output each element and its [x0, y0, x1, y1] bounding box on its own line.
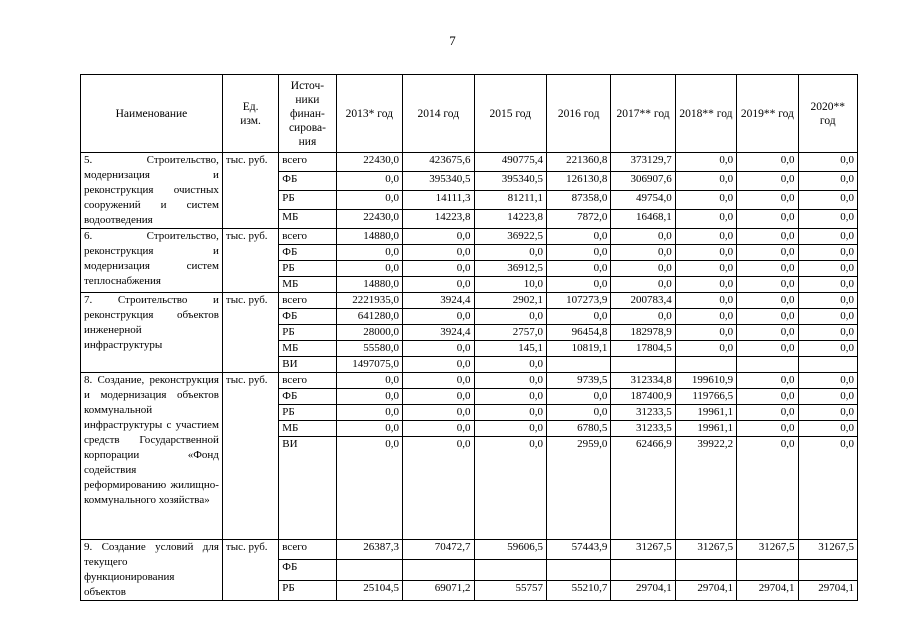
value-cell — [611, 560, 675, 580]
value-cell: 2902,1 — [474, 293, 546, 309]
value-cell: 0,0 — [403, 373, 474, 389]
value-cell: 0,0 — [403, 357, 474, 373]
header-year: 2018** год — [675, 75, 736, 153]
value-cell — [675, 560, 736, 580]
value-cell — [798, 357, 857, 373]
value-cell: 2221935,0 — [336, 293, 402, 309]
value-cell: 0,0 — [675, 153, 736, 172]
value-cell: 0,0 — [737, 437, 798, 540]
value-cell: 28000,0 — [336, 325, 402, 341]
funding-source: МБ — [279, 277, 336, 293]
value-cell: 187400,9 — [611, 389, 675, 405]
value-cell: 490775,4 — [474, 153, 546, 172]
value-cell: 69071,2 — [403, 580, 474, 600]
value-cell: 0,0 — [675, 309, 736, 325]
value-cell: 22430,0 — [336, 210, 402, 229]
funding-source: всего — [279, 229, 336, 245]
value-cell: 0,0 — [798, 277, 857, 293]
value-cell: 0,0 — [798, 229, 857, 245]
value-cell: 0,0 — [798, 172, 857, 191]
value-cell: 10819,1 — [546, 341, 610, 357]
value-cell: 0,0 — [474, 405, 546, 421]
value-cell: 0,0 — [737, 325, 798, 341]
item-name: 7. Строительство и реконструкция объектов инженерной инфраструктуры — [81, 293, 223, 373]
value-cell: 0,0 — [611, 245, 675, 261]
item-name: 6. Строительство, реконструкция и модернизация систем теплоснабжения — [81, 229, 223, 293]
page-number: 7 — [449, 33, 456, 48]
value-cell: 14111,3 — [403, 191, 474, 210]
value-cell: 0,0 — [675, 341, 736, 357]
value-cell: 0,0 — [546, 309, 610, 325]
value-cell: 0,0 — [546, 389, 610, 405]
value-cell: 0,0 — [798, 373, 857, 389]
header-year: 2019** год — [737, 75, 798, 153]
value-cell: 306907,6 — [611, 172, 675, 191]
value-cell: 0,0 — [675, 245, 736, 261]
value-cell: 0,0 — [546, 261, 610, 277]
value-cell: 0,0 — [675, 191, 736, 210]
value-cell: 0,0 — [474, 373, 546, 389]
value-cell: 57443,9 — [546, 540, 610, 560]
funding-source: всего — [279, 153, 336, 172]
value-cell: 0,0 — [798, 191, 857, 210]
value-cell: 0,0 — [474, 245, 546, 261]
value-cell: 3924,4 — [403, 325, 474, 341]
value-cell: 55580,0 — [336, 341, 402, 357]
header-row — [81, 75, 858, 153]
value-cell: 0,0 — [611, 229, 675, 245]
value-cell — [336, 560, 402, 580]
value-cell: 29704,1 — [737, 580, 798, 600]
value-cell: 0,0 — [737, 261, 798, 277]
value-cell: 29704,1 — [675, 580, 736, 600]
value-cell: 423675,6 — [403, 153, 474, 172]
value-cell: 0,0 — [798, 245, 857, 261]
value-cell: 312334,8 — [611, 373, 675, 389]
value-cell: 0,0 — [611, 309, 675, 325]
value-cell: 0,0 — [403, 341, 474, 357]
value-cell: 14223,8 — [474, 210, 546, 229]
value-cell: 29704,1 — [798, 580, 857, 600]
value-cell: 0,0 — [675, 277, 736, 293]
value-cell: 0,0 — [336, 405, 402, 421]
value-cell: 0,0 — [403, 421, 474, 437]
value-cell: 96454,8 — [546, 325, 610, 341]
item-unit: тыс. руб. — [222, 229, 278, 293]
value-cell: 19961,1 — [675, 405, 736, 421]
value-cell: 199610,9 — [675, 373, 736, 389]
value-cell — [798, 560, 857, 580]
value-cell: 0,0 — [737, 389, 798, 405]
value-cell — [737, 357, 798, 373]
value-cell: 29704,1 — [611, 580, 675, 600]
value-cell: 0,0 — [798, 293, 857, 309]
value-cell: 36912,5 — [474, 261, 546, 277]
value-cell: 0,0 — [474, 309, 546, 325]
value-cell: 31233,5 — [611, 421, 675, 437]
value-cell: 19961,1 — [675, 421, 736, 437]
funding-source: ВИ — [279, 437, 336, 540]
value-cell: 0,0 — [798, 261, 857, 277]
value-cell: 0,0 — [798, 325, 857, 341]
value-cell: 0,0 — [737, 172, 798, 191]
value-cell: 81211,1 — [474, 191, 546, 210]
value-cell: 0,0 — [737, 373, 798, 389]
value-cell: 0,0 — [336, 191, 402, 210]
funding-source: всего — [279, 373, 336, 389]
value-cell: 0,0 — [737, 245, 798, 261]
funding-source: РБ — [279, 261, 336, 277]
funding-source: МБ — [279, 210, 336, 229]
header-source: Источ- ники финан- сирова- ния — [279, 75, 336, 153]
value-cell: 0,0 — [737, 405, 798, 421]
value-cell: 0,0 — [474, 357, 546, 373]
value-cell: 0,0 — [403, 261, 474, 277]
value-cell: 395340,5 — [474, 172, 546, 191]
header-year: 2013* год — [336, 75, 402, 153]
value-cell: 59606,5 — [474, 540, 546, 560]
value-cell — [611, 357, 675, 373]
funding-source: МБ — [279, 341, 336, 357]
value-cell: 0,0 — [403, 229, 474, 245]
value-cell: 26387,3 — [336, 540, 402, 560]
value-cell: 395340,5 — [403, 172, 474, 191]
value-cell: 0,0 — [336, 245, 402, 261]
header-year: 2017** год — [611, 75, 675, 153]
value-cell: 1497075,0 — [336, 357, 402, 373]
value-cell: 31233,5 — [611, 405, 675, 421]
value-cell: 0,0 — [798, 405, 857, 421]
value-cell: 107273,9 — [546, 293, 610, 309]
table-row — [81, 540, 858, 560]
value-cell: 0,0 — [737, 153, 798, 172]
value-cell: 14880,0 — [336, 229, 402, 245]
table-body — [81, 153, 858, 601]
value-cell: 2757,0 — [474, 325, 546, 341]
value-cell: 2959,0 — [546, 437, 610, 540]
item-unit: тыс. руб. — [222, 293, 278, 373]
value-cell: 0,0 — [737, 341, 798, 357]
value-cell: 0,0 — [403, 437, 474, 540]
value-cell: 0,0 — [546, 245, 610, 261]
value-cell: 119766,5 — [675, 389, 736, 405]
value-cell: 31267,5 — [737, 540, 798, 560]
value-cell: 0,0 — [737, 277, 798, 293]
funding-source: ВИ — [279, 357, 336, 373]
value-cell: 0,0 — [336, 261, 402, 277]
header-year: 2015 год — [474, 75, 546, 153]
funding-source: ФБ — [279, 389, 336, 405]
value-cell: 17804,5 — [611, 341, 675, 357]
value-cell: 14223,8 — [403, 210, 474, 229]
value-cell — [546, 357, 610, 373]
table-row — [81, 373, 858, 389]
header-year: 2020** год — [798, 75, 857, 153]
item-unit: тыс. руб. — [222, 373, 278, 540]
funding-source: ФБ — [279, 309, 336, 325]
value-cell: 62466,9 — [611, 437, 675, 540]
value-cell: 0,0 — [675, 172, 736, 191]
value-cell: 0,0 — [546, 277, 610, 293]
header-name: Наименование — [81, 75, 223, 153]
value-cell: 0,0 — [546, 405, 610, 421]
value-cell: 0,0 — [737, 293, 798, 309]
value-cell: 70472,7 — [403, 540, 474, 560]
value-cell: 0,0 — [336, 421, 402, 437]
value-cell: 87358,0 — [546, 191, 610, 210]
value-cell: 3924,4 — [403, 293, 474, 309]
value-cell: 641280,0 — [336, 309, 402, 325]
value-cell: 0,0 — [798, 421, 857, 437]
value-cell: 31267,5 — [798, 540, 857, 560]
funding-source: РБ — [279, 325, 336, 341]
table-row — [81, 153, 858, 172]
financing-table — [80, 74, 858, 601]
value-cell: 0,0 — [675, 325, 736, 341]
item-unit: тыс. руб. — [222, 540, 278, 601]
value-cell: 0,0 — [798, 153, 857, 172]
value-cell: 200783,4 — [611, 293, 675, 309]
value-cell: 373129,7 — [611, 153, 675, 172]
value-cell: 0,0 — [798, 389, 857, 405]
value-cell: 0,0 — [675, 229, 736, 245]
value-cell: 0,0 — [546, 229, 610, 245]
value-cell: 0,0 — [336, 172, 402, 191]
value-cell: 0,0 — [403, 309, 474, 325]
value-cell — [474, 560, 546, 580]
header-year: 2016 год — [546, 75, 610, 153]
value-cell: 55210,7 — [546, 580, 610, 600]
value-cell: 0,0 — [737, 229, 798, 245]
value-cell: 14880,0 — [336, 277, 402, 293]
value-cell: 31267,5 — [675, 540, 736, 560]
value-cell: 221360,8 — [546, 153, 610, 172]
value-cell: 0,0 — [611, 261, 675, 277]
funding-source: РБ — [279, 405, 336, 421]
value-cell: 0,0 — [675, 293, 736, 309]
item-name: 9. Создание условий для текущего функционирования объектов — [81, 540, 223, 601]
value-cell: 0,0 — [403, 405, 474, 421]
header-year: 2014 год — [403, 75, 474, 153]
value-cell: 0,0 — [474, 389, 546, 405]
value-cell: 0,0 — [798, 309, 857, 325]
item-name: 5. Строительство, модернизация и реконструкция очистных сооружений и систем водоотведения — [81, 153, 223, 229]
table-row — [81, 229, 858, 245]
value-cell: 0,0 — [798, 210, 857, 229]
funding-source: РБ — [279, 580, 336, 600]
value-cell: 0,0 — [336, 389, 402, 405]
value-cell: 0,0 — [737, 210, 798, 229]
value-cell: 7872,0 — [546, 210, 610, 229]
value-cell: 0,0 — [474, 421, 546, 437]
value-cell: 55757 — [474, 580, 546, 600]
value-cell: 0,0 — [737, 309, 798, 325]
value-cell: 16468,1 — [611, 210, 675, 229]
value-cell: 0,0 — [611, 277, 675, 293]
value-cell: 0,0 — [798, 437, 857, 540]
value-cell: 22430,0 — [336, 153, 402, 172]
value-cell: 10,0 — [474, 277, 546, 293]
funding-source: РБ — [279, 191, 336, 210]
funding-source: ФБ — [279, 172, 336, 191]
header-unit: Ед. изм. — [222, 75, 278, 153]
value-cell: 49754,0 — [611, 191, 675, 210]
value-cell: 9739,5 — [546, 373, 610, 389]
value-cell: 0,0 — [675, 261, 736, 277]
funding-source: всего — [279, 293, 336, 309]
item-name: 8. Создание, реконструкция и модернизация объектов коммунальной инфраструктуры с участием средств Государственной корпорации «Фонд содействия реформированию жилищно-коммунального хозяйства» — [81, 373, 223, 540]
value-cell: 0,0 — [737, 191, 798, 210]
value-cell — [403, 560, 474, 580]
value-cell: 0,0 — [675, 210, 736, 229]
value-cell: 126130,8 — [546, 172, 610, 191]
value-cell: 6780,5 — [546, 421, 610, 437]
table-row — [81, 293, 858, 309]
funding-source: ФБ — [279, 560, 336, 580]
value-cell — [675, 357, 736, 373]
value-cell — [737, 560, 798, 580]
value-cell: 25104,5 — [336, 580, 402, 600]
value-cell: 0,0 — [403, 277, 474, 293]
value-cell: 36922,5 — [474, 229, 546, 245]
value-cell: 0,0 — [737, 421, 798, 437]
value-cell: 31267,5 — [611, 540, 675, 560]
value-cell: 0,0 — [336, 437, 402, 540]
funding-source: всего — [279, 540, 336, 560]
funding-source: МБ — [279, 421, 336, 437]
value-cell: 39922,2 — [675, 437, 736, 540]
value-cell: 0,0 — [798, 341, 857, 357]
value-cell: 0,0 — [403, 245, 474, 261]
funding-source: ФБ — [279, 245, 336, 261]
value-cell — [546, 560, 610, 580]
value-cell: 0,0 — [403, 389, 474, 405]
item-unit: тыс. руб. — [222, 153, 278, 229]
value-cell: 0,0 — [336, 373, 402, 389]
value-cell: 0,0 — [474, 437, 546, 540]
value-cell: 182978,9 — [611, 325, 675, 341]
value-cell: 145,1 — [474, 341, 546, 357]
